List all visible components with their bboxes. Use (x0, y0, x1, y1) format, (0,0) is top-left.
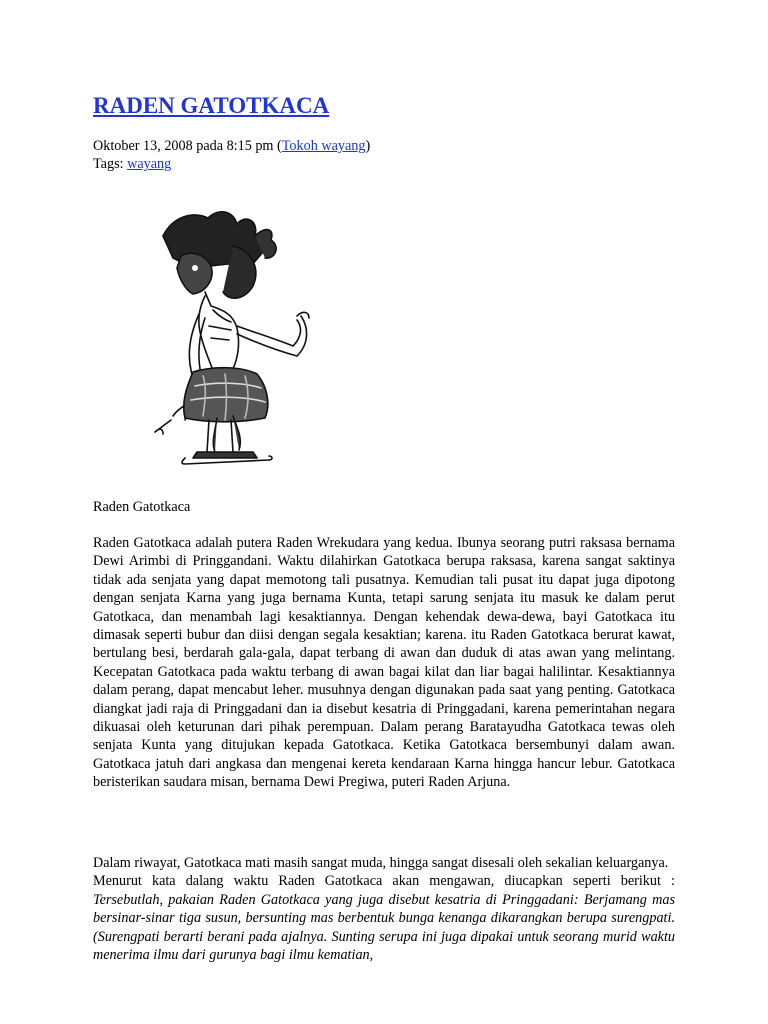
paragraph-2: Dalam riwayat, Gatotkaca mati masih sangat muda, hingga sangat disesali oleh sekalian keluarganya. (93, 855, 669, 871)
post-date-line (93, 137, 675, 155)
tag-link[interactable]: wayang (127, 156, 172, 173)
post-meta (93, 137, 675, 174)
paragraph-3-quote: Tersebutlah, pakaian Raden Gatotkaca yang juga disebut kesatria di Pringgadani: Berjamang mas bersinar-sinar tiga susun, bersunting mas berbentuk bunga kenanga dikarangkan berupa surengpati. (Surengpati berarti berani pada ajalnya. Sunting serupa ini juga dipakai untuk seorang murid waktu menerima ilmu dari gurunya bagi ilmu kematian, (93, 891, 675, 964)
wayang-figure-image (133, 206, 363, 466)
article-title-link[interactable]: RADEN GATOTKACA (93, 93, 330, 118)
figure-caption: Raden Gatotkaca (93, 499, 191, 515)
post-date-suffix: ) (365, 138, 371, 154)
paragraph-group-2 (93, 854, 675, 964)
paragraph-1: Raden Gatotkaca adalah putera Raden Wrekudara yang kedua. Ibunya seorang putri raksasa bernama Dewi Arimbi di Pringgandani. Waktu dilahirkan Gatotkaca berupa raksasa, karena sangat saktinya tidak ada senjata yang dapat memotong tali pusatnya. Kemudian tali pusat itu dapat juga dipotong dengan senjata Karna yang juga bernama Kunta, tetapi sarung senjata itu masuk ke dalam perut Gatotkaca, dan menambah lagi kesaktiannya. Dengan kehendak dewa-dewa, bayi Gatotkaca itu dimasak seperti bubur dan diisi dengan segala kesaktian; karena. itu Raden Gatotkaca berurat kawat, bertulang besi, berdarah gala-gala, dapat terbang di awan dan duduk di atas awan yang melintang. Kecepatan Gatotkaca pada waktu terbang di awan bagai kilat dan liar bagai halilintar. Kesaktiannya dalam perang, dapat mencabut leher. musuhnya dengan digunakan pada saat yang penting. Gatotkaca diangkat jadi raja di Pringgadani dan ia disebut kesatria di Pringgadani, karena pemerintahan negara dikuasai oleh keturunan dari pihak perempuan. Dalam perang Baratayudha Gatotkaca tewas oleh senjata Kunta yang ditujukan kepada Gatotkaca. Ketika Gatotkaca bersembunyi dalam awan. Gatotkaca jatuh dari angkasa dan mengenai kereta kendaraan Karna hingga hancur lebur. Gatotkaca beristerikan saudara misan, bernama Dewi Pregiwa, puteri Raden Arjuna. (93, 535, 675, 791)
paragraph-3 (93, 872, 675, 964)
wayang-kulit-figure-icon (133, 206, 363, 466)
paragraph-3-intro: Menurut kata dalang waktu Raden Gatotkaca akan mengawan, diucapkan seperti berikut : (93, 873, 675, 890)
tags-label: Tags: (93, 156, 128, 173)
article-title (93, 91, 329, 121)
post-date: Oktober 13, 2008 pada 8:15 pm ( (93, 138, 282, 154)
tags-line (93, 155, 675, 173)
category-link[interactable]: Tokoh wayang (281, 138, 366, 154)
